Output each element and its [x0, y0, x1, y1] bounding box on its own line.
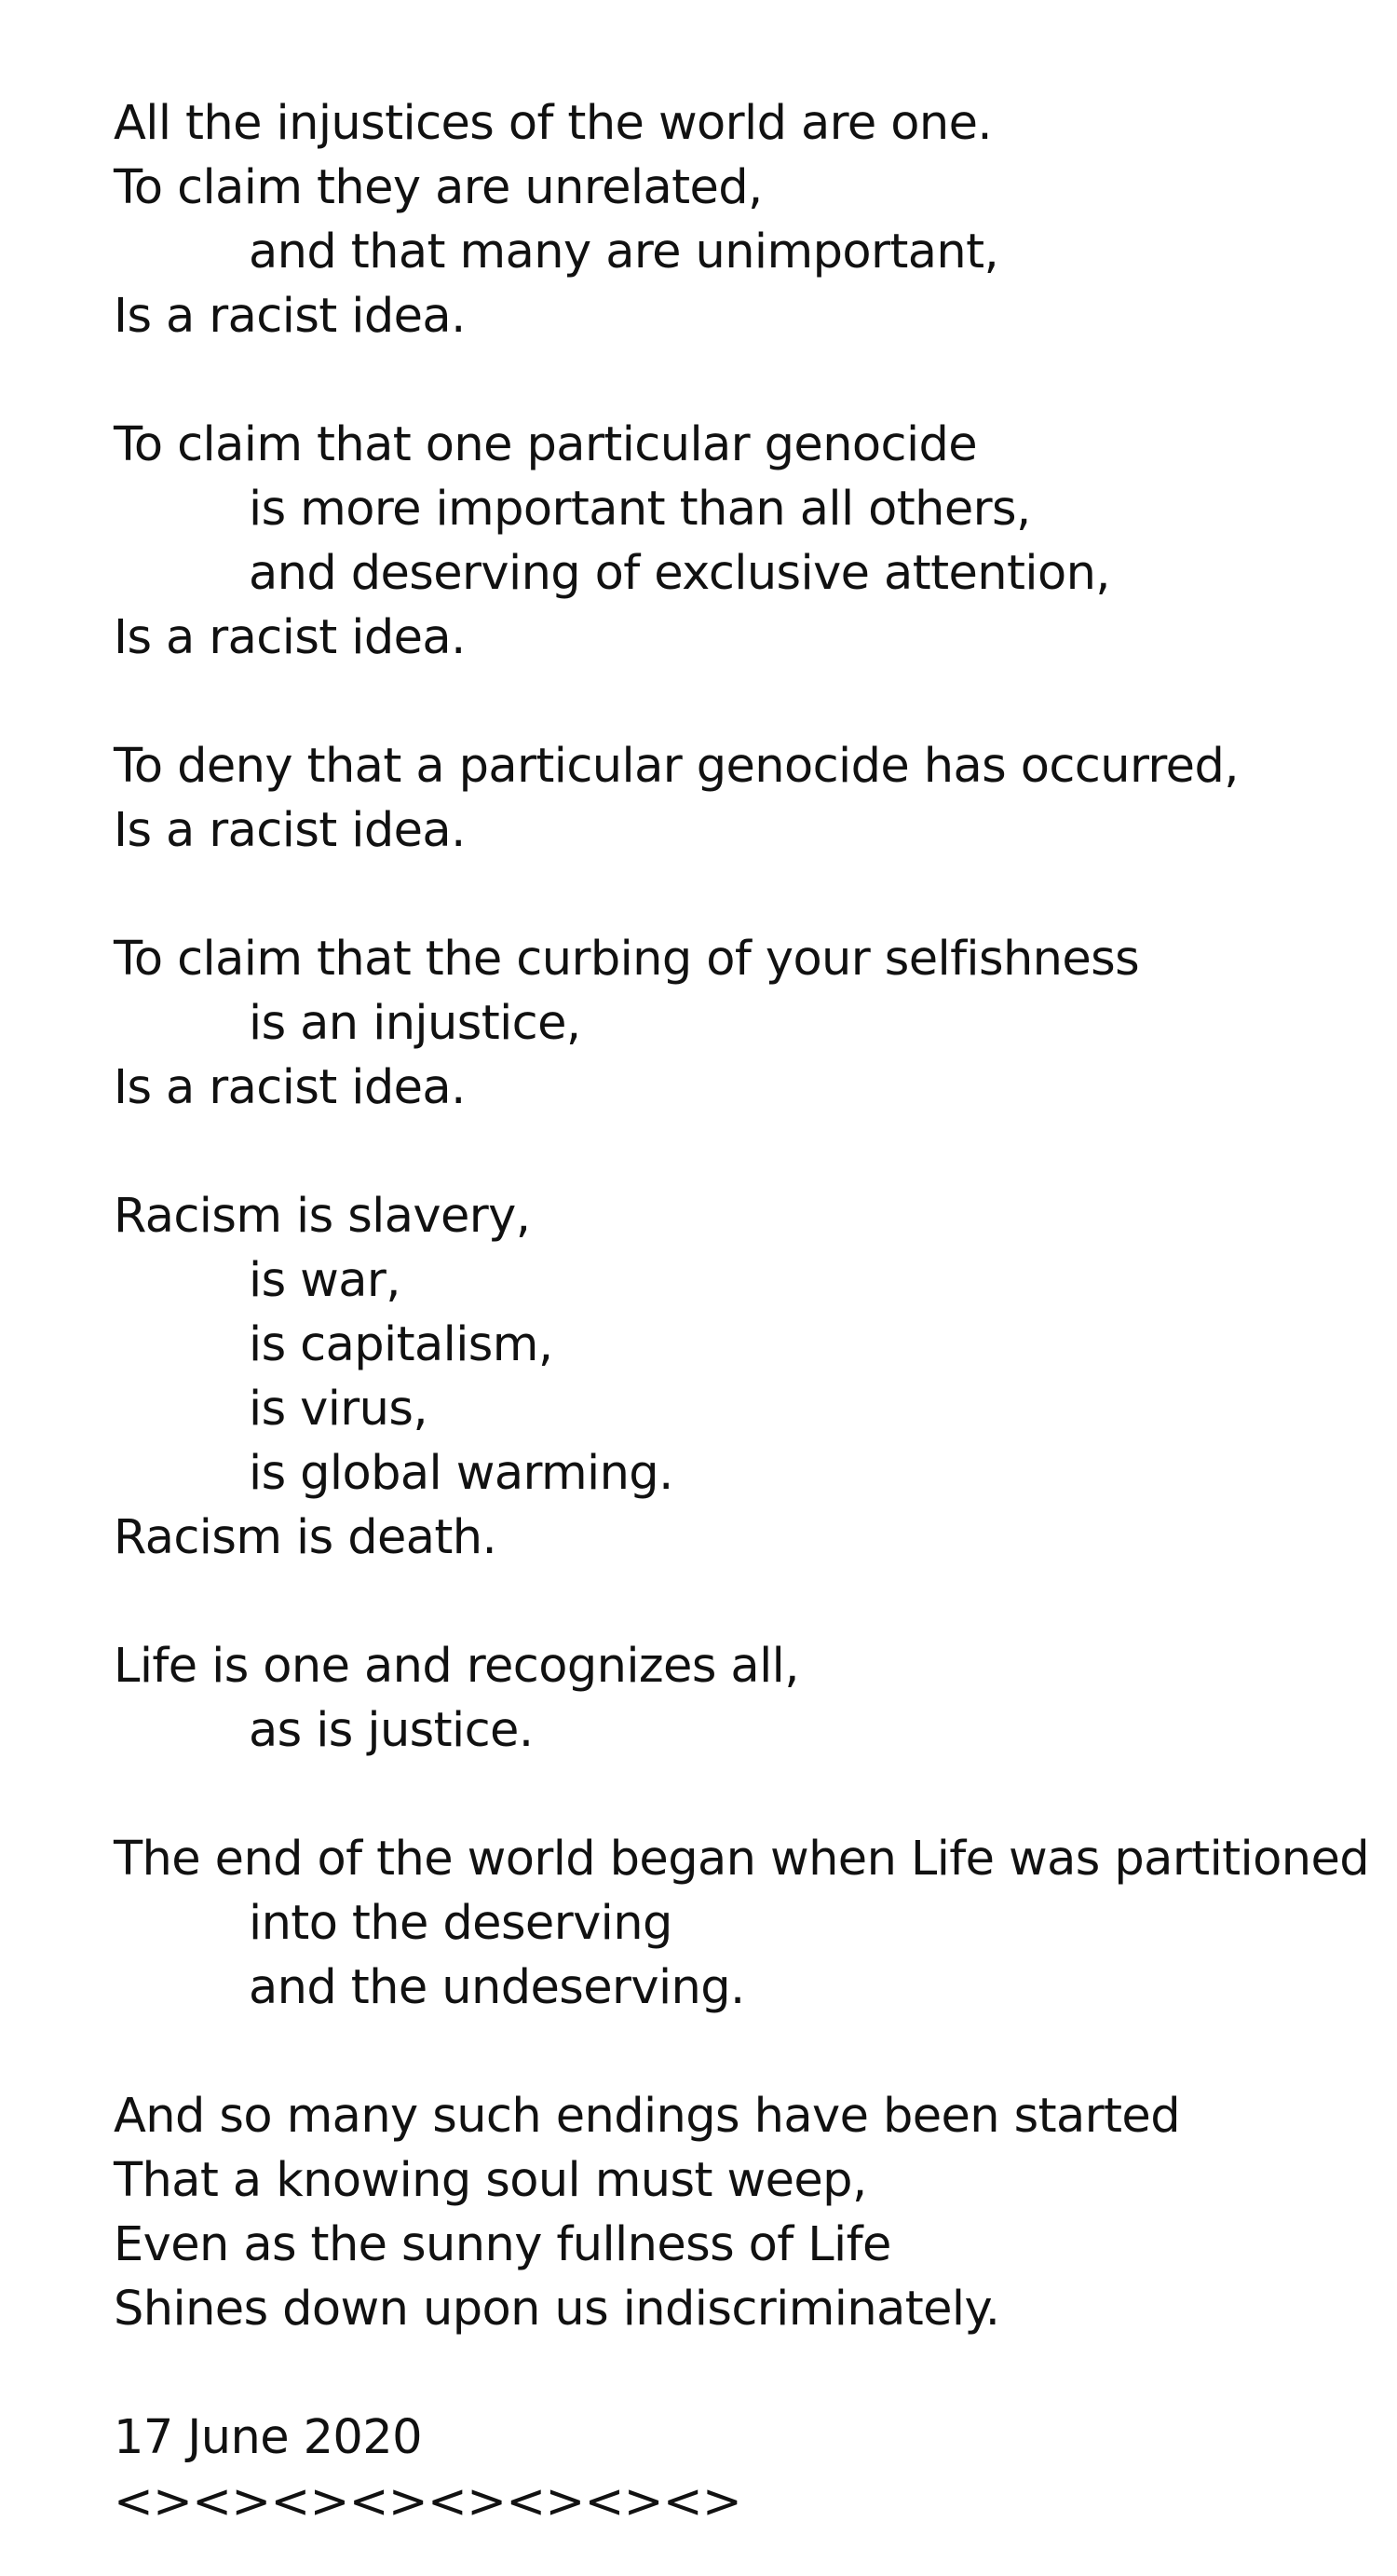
poem-stanza — [114, 1184, 1380, 1570]
poem-line: Is a racist idea. — [114, 289, 466, 344]
signature-block — [114, 2406, 1380, 2534]
poem-stanza — [114, 413, 1380, 670]
poem-line: That a knowing soul must weep, — [114, 2153, 867, 2208]
poem-line: Racism is slavery, — [114, 1189, 531, 1244]
poem-line: is virus, — [249, 1382, 427, 1437]
poem-line: as is justice. — [249, 1703, 534, 1758]
poem-line: Even as the sunny fullness of Life — [114, 2217, 891, 2272]
poem-stanza — [114, 1827, 1380, 2020]
poem-line: Shines down upon us indiscriminately. — [114, 2282, 1000, 2337]
poem-line: Racism is death. — [114, 1510, 497, 1565]
poem-line: Life is one and recognizes all, — [114, 1639, 799, 1694]
poem-line: is an injustice, — [249, 996, 581, 1051]
poem-line: Is a racist idea. — [114, 610, 466, 665]
poem-stanza — [114, 2084, 1380, 2341]
poem-line: The end of the world began when Life was partitioned — [114, 1832, 1369, 1887]
poem-line: is capitalism, — [249, 1317, 553, 1372]
poem-line: Is a racist idea. — [114, 803, 466, 858]
poem-line: is war, — [249, 1253, 400, 1308]
poem-line: and deserving of exclusive attention, — [249, 546, 1110, 601]
poem-date: 17 June 2020 — [114, 2410, 422, 2465]
poem-line: Is a racist idea. — [114, 1060, 466, 1115]
poem-line: is global warming. — [249, 1446, 673, 1501]
poem-line: To deny that a particular genocide has occurred, — [114, 739, 1239, 794]
poem-line: All the injustices of the world are one. — [114, 96, 992, 151]
poem-line: To claim that the curbing of your selfishness — [114, 932, 1140, 987]
poem-line: And so many such endings have been started — [114, 2089, 1180, 2144]
poem-line: and the undeserving. — [249, 1960, 745, 2015]
poem-stanza — [114, 1634, 1380, 1763]
poem-line: To claim they are unrelated, — [114, 160, 763, 215]
poem — [114, 91, 1380, 2534]
closing-ornament: <><><><><><><><> — [114, 2474, 742, 2529]
poem-stanza — [114, 927, 1380, 1120]
poem-line: and that many are unimportant, — [249, 225, 999, 279]
poem-stanza — [114, 734, 1380, 863]
poem-line: To claim that one particular genocide — [114, 417, 978, 472]
poem-line: into the deserving — [249, 1896, 672, 1951]
poem-stanza — [114, 91, 1380, 348]
poem-line: is more important than all others, — [249, 482, 1031, 537]
